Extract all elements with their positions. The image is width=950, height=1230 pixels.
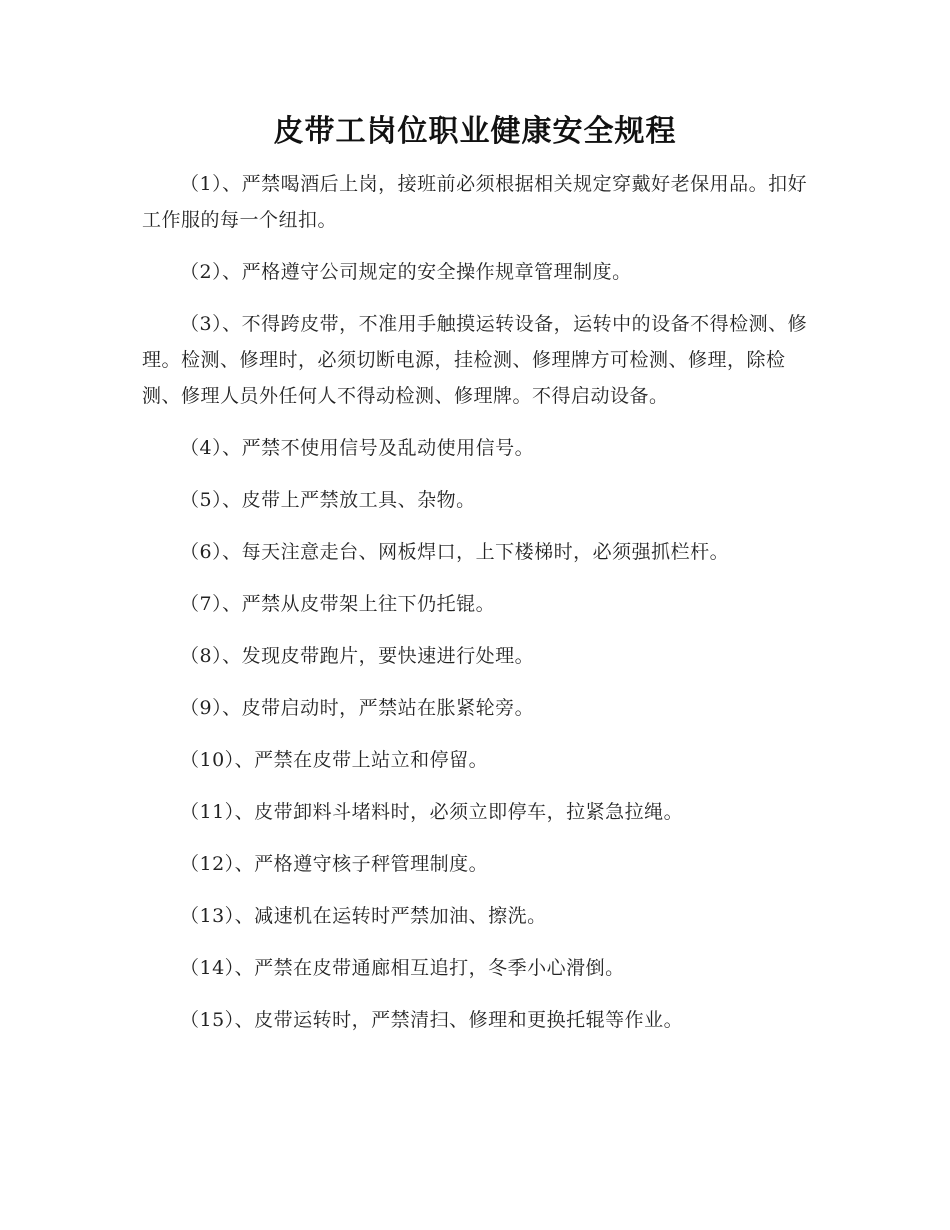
paragraph-12: （12）、严格遵守核子秤管理制度。 [180, 853, 489, 875]
paragraph-13: （13）、减速机在运转时严禁加油、擦洗。 [180, 905, 547, 927]
paragraph-6: （6）、每天注意走台、网板焊口，上下楼梯时，必须强抓栏杆。 [180, 541, 730, 563]
paragraph-3: （3）、不得跨皮带，不准用手触摸运转设备，运转中的设备不得检测、修理。检测、修理时，必须切断电源，挂检测、修理牌方可检测、修理，除检测、修理人员外任何人不得动检测、修理牌。不得启动设备。 [142, 313, 808, 407]
paragraph-10: （10）、严禁在皮带上站立和停留。 [180, 749, 489, 771]
paragraph-14: （14）、严禁在皮带通廊相互追打，冬季小心滑倒。 [180, 957, 625, 979]
paragraph-8: （8）、发现皮带跑片，要快速进行处理。 [180, 645, 535, 667]
paragraph-11: （11）、皮带卸料斗堵料时，必须立即停车，拉紧急拉绳。 [180, 801, 684, 823]
paragraph-7: （7）、严禁从皮带架上往下仍托锟。 [180, 593, 496, 615]
paragraph-2: （2）、严格遵守公司规定的安全操作规章管理制度。 [180, 261, 632, 283]
paragraph-5: （5）、皮带上严禁放工具、杂物。 [180, 489, 476, 511]
paragraph-4: （4）、严禁不使用信号及乱动使用信号。 [180, 437, 535, 459]
document-body [142, 166, 810, 1038]
paragraph-9: （9）、皮带启动时，严禁站在胀紧轮旁。 [180, 697, 535, 719]
page-title: 皮带工岗位职业健康安全规程 [273, 114, 677, 149]
paragraph-1: （1）、严禁喝酒后上岗，接班前必须根据相关规定穿戴好老保用品。扣好工作服的每一个纽扣。 [142, 173, 808, 231]
paragraph-15: （15）、皮带运转时，严禁清扫、修理和更换托辊等作业。 [180, 1009, 684, 1031]
